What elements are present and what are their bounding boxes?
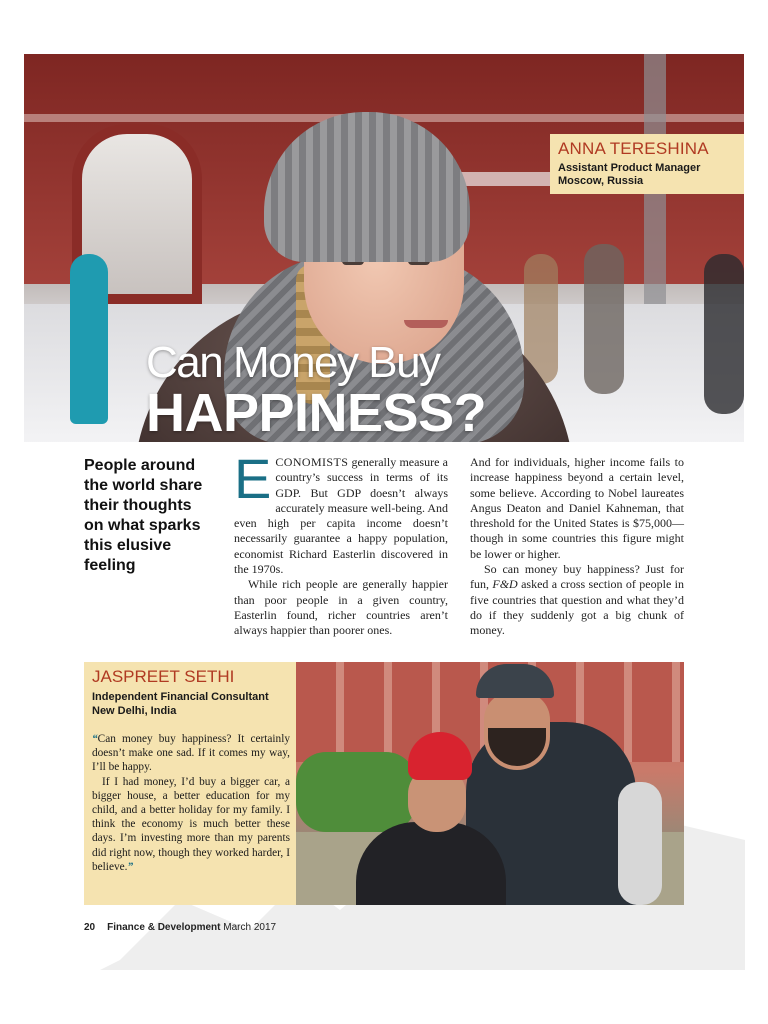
close-quote-mark: ” xyxy=(127,860,134,873)
profile-role: Assistant Product Manager Moscow, Russia xyxy=(558,162,701,187)
drop-cap: E xyxy=(234,447,272,510)
paragraph: So can money buy happiness? Just for fun, F&D asked a cross section of people in five countries that question and what they’d do if they suddenly got a big chunk of money. xyxy=(470,562,684,638)
article-deck: People around the world share their thoughts on what sparks this elusive feeling xyxy=(84,457,203,574)
paragraph: “Can money buy happiness? It certainly doesn’t make one sad. If it comes my way, I’ll be happy. xyxy=(92,733,290,774)
profile-name: JASPREET SETHI xyxy=(92,667,235,686)
page-number: 20 xyxy=(84,922,96,933)
profile-quote-panel xyxy=(84,662,296,905)
profile-name: ANNA TERESHINA xyxy=(558,139,709,158)
issue-date: March 2017 xyxy=(223,922,277,933)
article-title-line2: HAPPINESS? xyxy=(146,383,487,443)
article-title-line1: Can Money Buy xyxy=(146,338,440,387)
profile-quote xyxy=(92,732,290,874)
article-column-2 xyxy=(470,455,684,639)
article-column-1 xyxy=(234,447,448,639)
paragraph: If I had money, I’d buy a bigger car, a bigger house, a better education for my child, and a better holiday for my family. I think the economy is much better these days. I’m investing more than my parents did right now, though they worked harder, I believe.” xyxy=(92,775,290,873)
paragraph: While rich people are generally happier than poor people in a given country, Easterlin found, richer countries aren’t always happier than poorer ones. xyxy=(234,577,448,638)
profile-role: Independent Financial Consultant New Delhi, India xyxy=(92,691,269,717)
paragraph: ECONOMISTS generally measure a country’s success in terms of its GDP. But GDP doesn’t always accurately measure well-being. And even high per capita income doesn’t necessarily guarantee a happy population, economist Richard Easterlin discovered in the 1970s. xyxy=(234,447,448,577)
magazine-name: Finance & Development xyxy=(107,922,221,933)
profile-photo xyxy=(296,662,684,905)
open-quote-mark: “ xyxy=(92,733,98,745)
paragraph: And for individuals, higher income fails to increase happiness beyond a certain level, some believe. According to Nobel laureates Angus Deaton and Daniel Kahneman, that threshold for the United States is $75,000—though in some countries this figure might be lower or higher. xyxy=(470,455,684,561)
profile-name-box xyxy=(550,134,744,194)
page-footer xyxy=(84,922,276,933)
